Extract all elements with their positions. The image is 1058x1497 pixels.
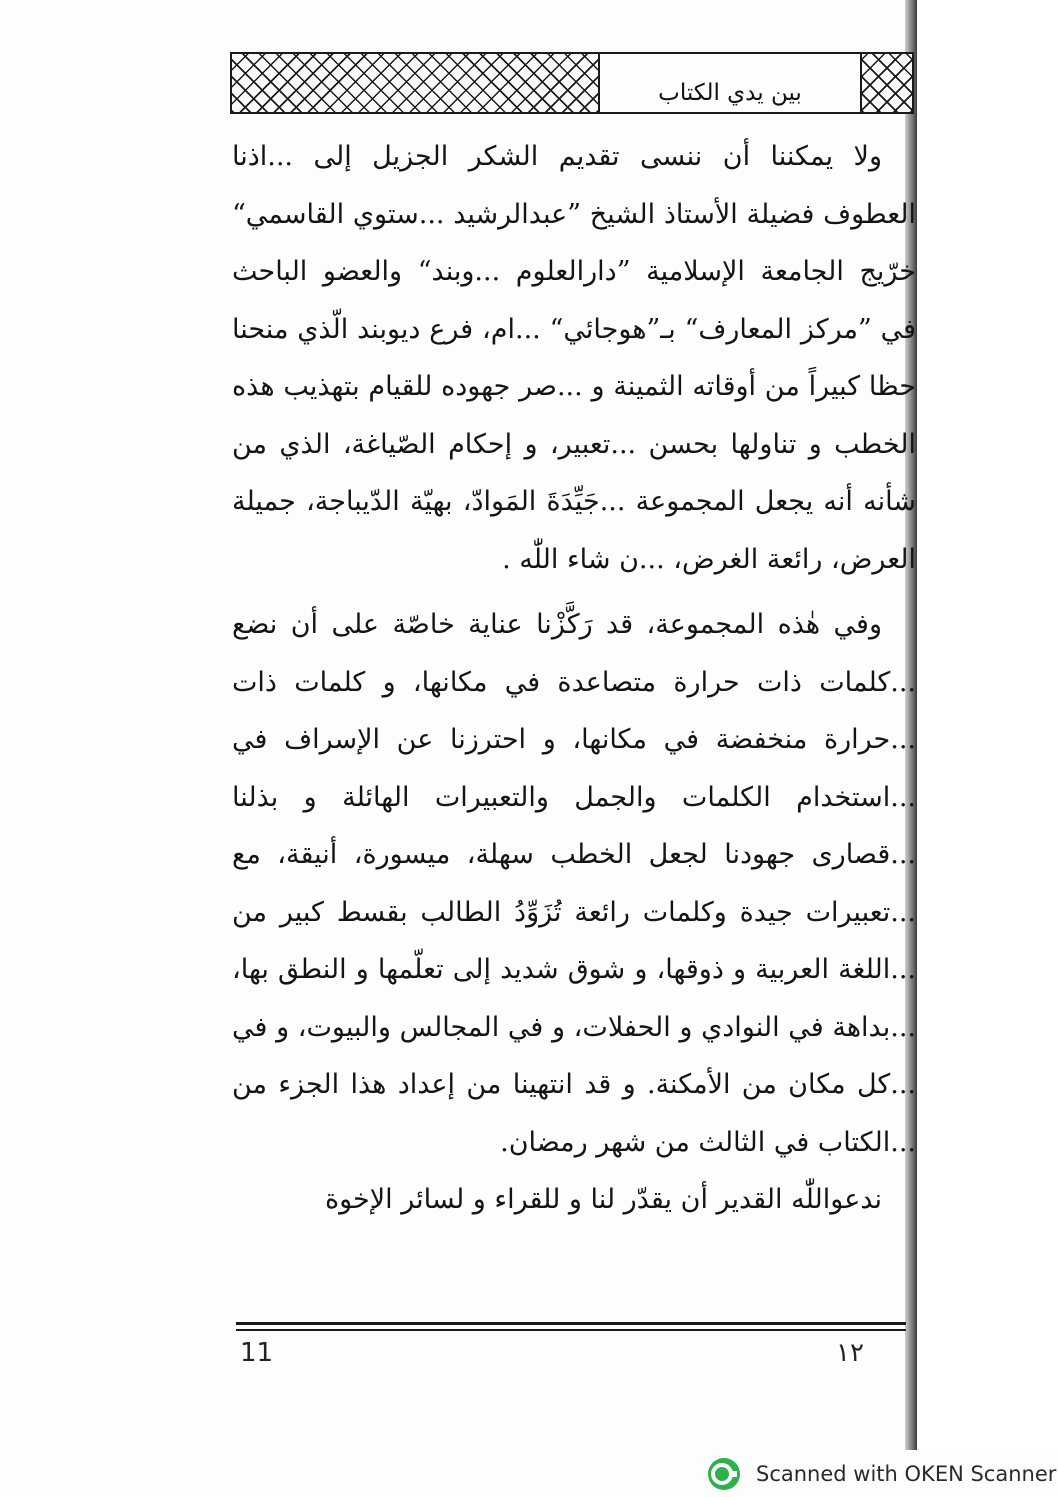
scanner-watermark xyxy=(706,1450,1058,1497)
paragraph-acknowledgement: ولا يمكننا أن ننسى تقديم الشكر الجزيل إلى ...اذنا العطوف فضيلة الأستاذ الشيخ ”عبدالرشيد ...ستوي القاسمي“ خرّيج الجامعة الإسلامية ”دارالعلوم ...وبند“ والعضو الباحث في ”مركز المعارف“ بـ”هوجائي“ ...ام، فرع ديوبند الّذي منحنا حظا كبيراً من أوقاته الثمينة و ...صر جهوده للقيام بتهذيب هذه الخطب و تناولها بحسن ...تعبير، و إحكام الصّياغة، الذي من شأنه أنه يجعل المجموعة ...جَيِّدَةَ المَوادّ، بهيّة الدّيباجة، جميلة العرض، رائعة الغرض، ...ن شاء اللّٰه . xyxy=(232,141,916,575)
paragraph-collection-notes: وفي هٰذه المجموعة، قد رَكَّزْنا عناية خاصّة على أن نضع ...كلمات ذات حرارة متصاعدة في مكانها، و كلمات ذات ...حرارة منخفضة في مكانها، و احترزنا عن الإسراف في ...استخدام الكلمات والجمل والتعبيرات الهائلة و بذلنا ...قصارى جهودنا لجعل الخطب سهلة، ميسورة، أنيقة، مع ...تعبيرات جيدة وكلمات رائعة تُزَوِّدُ الطالب بقسط كبير من ...اللغة العربية و ذوقها، و شوق شديد إلى تعلّمها و النطق بها، ...بداهة في النوادي و الحفلات، و في المجالس والبيوت، و في ...كل مكان من الأمكنة. و قد انتهينا من إعداد هذا الجزء من ...الكتاب في الثالث من شهر رمضان. xyxy=(232,609,916,1158)
header-hatch-pattern-left xyxy=(232,54,600,112)
header-title-box xyxy=(600,54,862,112)
header-hatch-pattern-right xyxy=(862,54,912,112)
page-number-arabic: ١٢ xyxy=(836,1338,864,1368)
footer-rule-thin xyxy=(236,1329,906,1331)
scanner-watermark-text: Scanned with OKEN Scanner xyxy=(756,1461,1057,1486)
page-number-latin: 11 xyxy=(240,1338,274,1368)
body-text xyxy=(232,128,916,1229)
oken-scanner-logo-icon xyxy=(706,1456,742,1492)
page-margin-blank xyxy=(917,0,1058,1450)
running-header xyxy=(230,52,914,114)
header-title: بين يدي الكتاب xyxy=(658,80,802,106)
footer-rule-thick xyxy=(236,1322,906,1325)
paragraph-spacer xyxy=(232,588,916,596)
paragraph-prayer: ندعواللّٰه القدير أن يقدّر لنا و للقراء و لسائر الإخوة xyxy=(324,1184,882,1215)
